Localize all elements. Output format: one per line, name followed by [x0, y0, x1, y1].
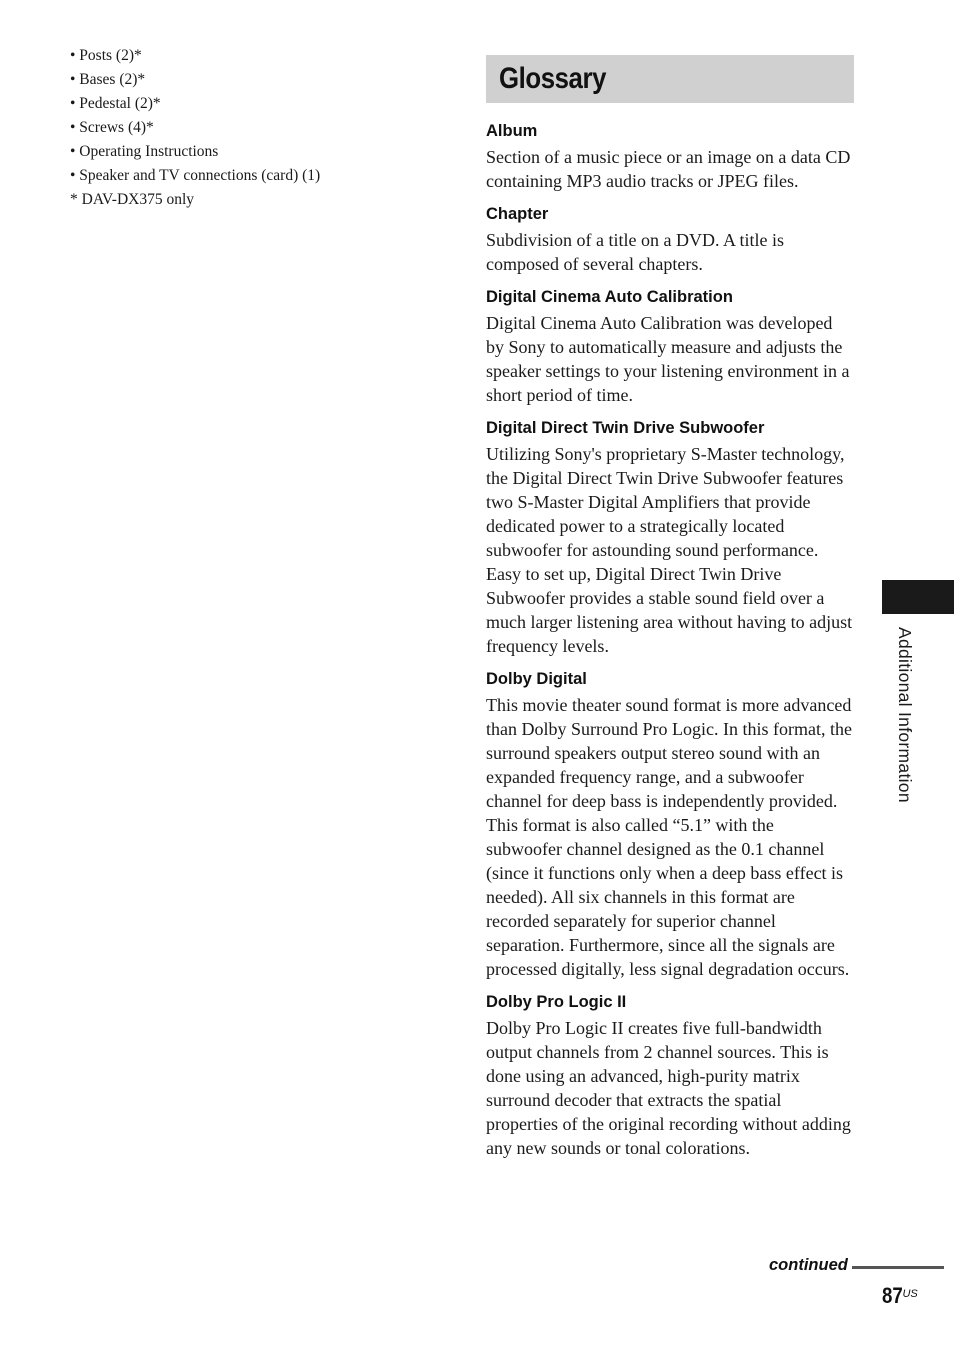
list-item: • Bases (2)* [70, 71, 146, 88]
glossary-definition: Subdivision of a title on a DVD. A title is composed of several chapters. [486, 230, 784, 274]
glossary-section [486, 55, 854, 1169]
list-item: • Operating Instructions [70, 143, 219, 160]
page-number [882, 1283, 918, 1309]
page-number-value: 87 [882, 1283, 903, 1308]
section-title: Glossary [499, 62, 607, 95]
glossary-definition: Utilizing Sony's proprietary S-Master technology, the Digital Direct Twin Drive Subwoofer features two S-Master Digital Amplifiers that provide dedicated power to a strategically located subwoofer for astounding sound performance. Easy to set up, Digital Direct Twin Drive Subwoofer provides a stable sound field over a much larger listening area without having to adjust frequency levels. [486, 444, 853, 656]
glossary-entry [486, 285, 854, 407]
glossary-term: Digital Direct Twin Drive Subwoofer [486, 419, 765, 437]
list-item: • Posts (2)* [70, 47, 142, 64]
glossary-header [486, 55, 854, 103]
footnote: * DAV-DX375 only [70, 191, 195, 208]
continued-text: continued [769, 1256, 848, 1274]
glossary-entry [486, 667, 854, 981]
glossary-entries [486, 119, 854, 1160]
glossary-definition: This movie theater sound format is more advanced than Dolby Surround Pro Logic. In this format, the surround speakers output stereo sound with an expanded frequency range, and a subwoofer channel for deep bass is independently provided. This format is also called “5.1” with the subwoofer channel designed as the 0.1 channel (since it functions only when a deep bass effect is needed). All six channels in this format are recorded separately for superior channel separation. Furthermore, since all the signals are processed digitally, less signal degradation occurs. [486, 695, 852, 979]
glossary-term: Dolby Digital [486, 670, 587, 688]
glossary-term: Chapter [486, 205, 549, 223]
included-items-list [70, 44, 430, 212]
glossary-entry [486, 119, 854, 193]
glossary-entry [486, 416, 854, 658]
list-item: • Pedestal (2)* [70, 95, 161, 112]
section-tab-marker [882, 580, 954, 614]
list-item: • Speaker and TV connections (card) (1) [70, 167, 321, 184]
continued-rule [852, 1266, 944, 1269]
glossary-term: Album [486, 122, 538, 140]
glossary-term: Digital Cinema Auto Calibration [486, 288, 733, 306]
glossary-definition: Digital Cinema Auto Calibration was developed by Sony to automatically measure and adjusts the speaker settings to your listening environment in a short period of time. [486, 313, 850, 405]
list-item: • Screws (4)* [70, 119, 154, 136]
continued-marker [769, 1256, 944, 1275]
glossary-definition: Section of a music piece or an image on a data CD containing MP3 audio tracks or JPEG files. [486, 147, 851, 191]
glossary-entry [486, 990, 854, 1160]
glossary-entry [486, 202, 854, 276]
glossary-definition: Dolby Pro Logic II creates five full-bandwidth output channels from 2 channel sources. This is done using an advanced, high-purity matrix surround decoder that extracts the spatial properties of the original recording without adding any new sounds or tonal colorations. [486, 1018, 851, 1158]
section-side-label: Additional Information [895, 627, 915, 803]
glossary-term: Dolby Pro Logic II [486, 993, 627, 1011]
page-number-suffix: US [902, 1287, 918, 1300]
